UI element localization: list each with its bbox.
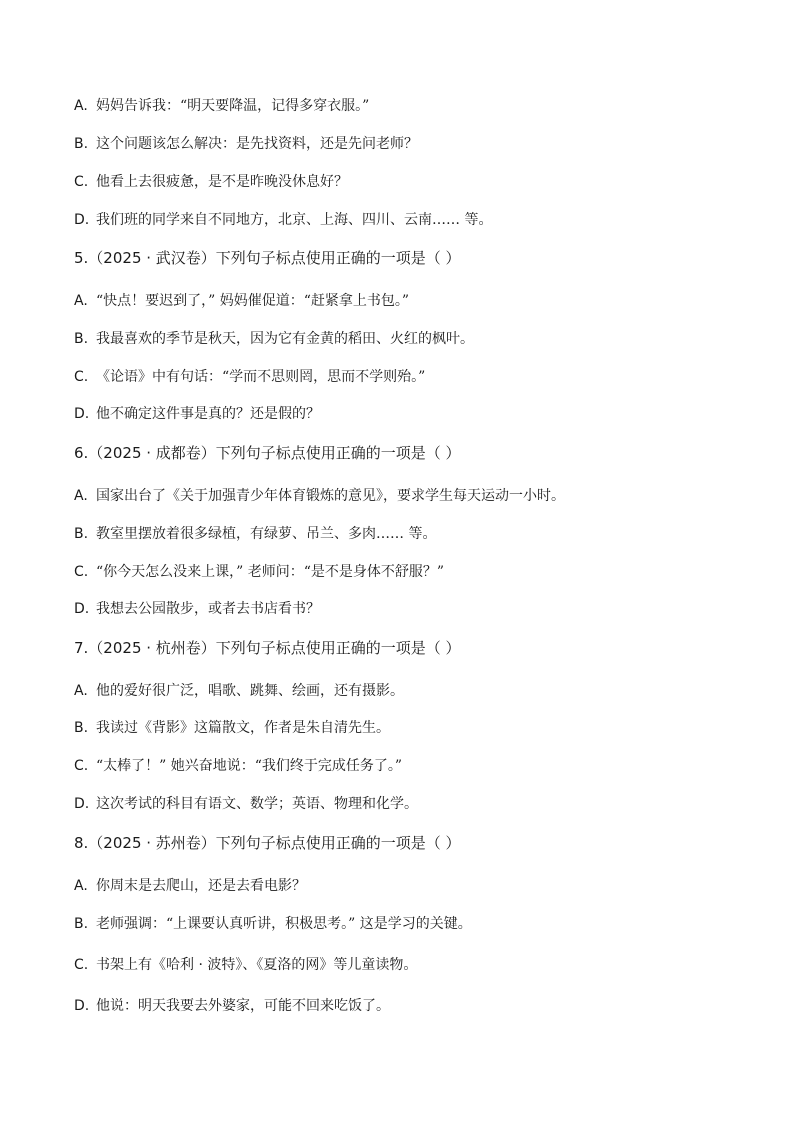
option-8-c (74, 955, 754, 975)
option-letter: D. (74, 998, 90, 1014)
question-6-title: 6.（2025 · 成都卷）下列句子标点使用正确的一项是（ ） (74, 444, 461, 462)
option-text: “快点！要迟到了，” 妈妈催促道：“赶紧拿上书包。” (96, 293, 410, 309)
option-5-c (74, 367, 754, 387)
option-6-d (74, 599, 754, 619)
option-7-c (74, 756, 754, 776)
option-prev-d (74, 210, 754, 230)
option-letter: C. (74, 174, 89, 190)
option-letter: A. (74, 683, 88, 699)
option-text: “太棒了！” 她兴奋地说：“我们终于完成任务了。” (96, 758, 403, 774)
question-5-title: 5.（2025 · 武汉卷）下列句子标点使用正确的一项是（ ） (74, 249, 461, 267)
option-letter: C. (74, 564, 89, 580)
option-text: 他不确定这件事是真的？还是假的？ (96, 406, 320, 422)
option-text: 妈妈告诉我：“明天要降温，记得多穿衣服。” (96, 98, 370, 114)
option-7-b (74, 718, 754, 738)
option-text: “你今天怎么没来上课，” 老师问：“是不是身体不舒服？” (96, 564, 445, 580)
option-letter: B. (74, 331, 89, 347)
option-letter: B. (74, 720, 89, 736)
option-letter: C. (74, 369, 89, 385)
option-letter: A. (74, 488, 88, 504)
option-letter: A. (74, 878, 88, 894)
option-text: 我想去公园散步，或者去书店看书？ (96, 601, 320, 617)
option-letter: D. (74, 601, 90, 617)
option-text: 老师强调：“上课要认真听讲，积极思考。” 这是学习的关键。 (96, 916, 472, 932)
option-text: 这次考试的科目有语文、数学；英语、物理和化学。 (96, 796, 418, 812)
option-text: 书架上有《哈利 · 波特》、《夏洛的网》等儿童读物。 (96, 957, 418, 973)
option-8-b (74, 914, 754, 934)
option-6-b (74, 524, 754, 544)
option-text: 我最喜欢的季节是秋天，因为它有金黄的稻田、火红的枫叶。 (96, 331, 474, 347)
option-letter: C. (74, 957, 89, 973)
option-6-c (74, 562, 754, 582)
option-letter: C. (74, 758, 89, 774)
option-prev-a (74, 96, 754, 116)
option-6-a (74, 486, 754, 506)
option-5-b (74, 329, 754, 349)
option-letter: B. (74, 916, 89, 932)
option-letter: A. (74, 98, 88, 114)
option-prev-c (74, 172, 754, 192)
option-text: 他的爱好很广泛，唱歌、跳舞、绘画，还有摄影。 (96, 683, 404, 699)
option-text: 他说：明天我要去外婆家，可能不回来吃饭了。 (96, 998, 390, 1014)
question-7-title: 7.（2025 · 杭州卷）下列句子标点使用正确的一项是（ ） (74, 639, 461, 657)
option-text: 《论语》中有句话：“学而不思则罔，思而不学则殆。” (96, 369, 426, 385)
option-letter: D. (74, 406, 90, 422)
option-text: 他看上去很疲惫，是不是昨晚没休息好？ (96, 174, 348, 190)
option-letter: D. (74, 796, 90, 812)
question-8-title: 8.（2025 · 苏州卷）下列句子标点使用正确的一项是（ ） (74, 834, 461, 852)
option-text: 这个问题该怎么解决：是先找资料，还是先问老师？ (96, 136, 418, 152)
option-text: 我读过《背影》这篇散文，作者是朱自清先生。 (96, 720, 390, 736)
option-text: 你周末是去爬山，还是去看电影？ (96, 878, 306, 894)
option-8-d (74, 996, 754, 1016)
option-letter: B. (74, 136, 89, 152)
option-letter: D. (74, 212, 90, 228)
option-7-a (74, 681, 754, 701)
option-text: 国家出台了《关于加强青少年体育锻炼的意见》，要求学生每天运动一小时。 (96, 488, 565, 504)
option-prev-b (74, 134, 754, 154)
option-8-a (74, 876, 754, 896)
option-letter: B. (74, 526, 89, 542)
option-5-d (74, 404, 754, 424)
option-letter: A. (74, 293, 88, 309)
option-text: 教室里摆放着很多绿植，有绿萝、吊兰、多肉…… 等。 (96, 526, 437, 542)
option-5-a (74, 291, 754, 311)
option-text: 我们班的同学来自不同地方，北京、上海、四川、云南…… 等。 (96, 212, 493, 228)
option-7-d (74, 794, 754, 814)
